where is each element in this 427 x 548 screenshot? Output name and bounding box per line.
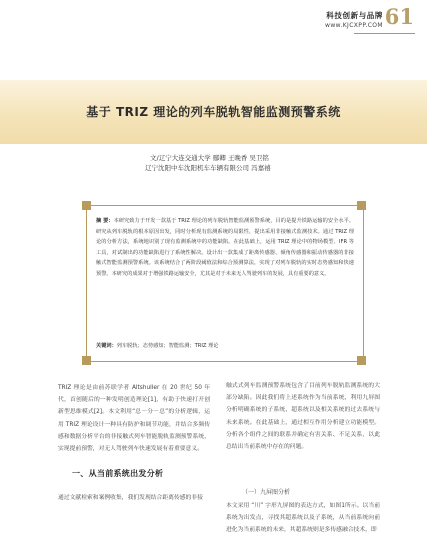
page-number: 61 xyxy=(384,4,414,29)
author-line-2: 辽宁沈阳中车沈阳机车车辆有限公司 冯嘉禧 xyxy=(145,164,271,172)
author-line-1: 文/辽宁大连交通大学 鄢卿 王晚香 吴卫铭 xyxy=(150,154,269,162)
keywords xyxy=(96,342,354,350)
keywords-label: 关键词： xyxy=(96,343,117,349)
subsection-heading: （一）九屏图分析 xyxy=(242,489,291,496)
magazine-url[interactable]: www.KJCXPP.COM xyxy=(325,22,383,29)
abstract-label: 摘 要： xyxy=(96,218,114,224)
body-right-paragraph: 触式式列车监测预警系统包含了目前列车脱轨监测系统的大部分缺陷。因此我们将上述系统作为当前系统，利用九屏图分析明确系统的子系统、超系统以及相关系统的过去系统与未来系统。在此基础上，通过相互作用分析建立功能模型。分析各个组件之间的联系并确定有害关系、不足关系，以此总结出当前系统中存在的问题。 xyxy=(226,383,380,451)
corner-ornament xyxy=(357,201,366,210)
abstract-body: 本研究致力于开发一款基于 TRIZ 理论的列车脱轨智能监测预警系统，目的是提升铁路运输的安全水平。研究从列车脱轨的根本原因出发，同时分析现有监测系统的局限性，提出采用非接触式监测技术。通过 TRIZ 理论的分析方法，系统地识别了现有监测系统中的功能缺陷。在此基础上，运用 TRIZ 理论中的物场模型、IFR 等工具，对试制出的功能缺陷进行了系统性解决。设计出一款集成了距离传感器、倾角传感器和振动传感器的非接触式智能监测预警系统。该系统结合了两阶段阈值法和综合预测算法，实现了对列车脱轨的实时态势感知和快速预警。本研究的成果对于增强铁路运输安全，尤其是对于未来无人驾驶列车的发展，具有重要的意义。 xyxy=(96,218,355,277)
abstract-text xyxy=(96,216,354,280)
article-title: 基于 TRIZ 理论的列车脱轨智能监测预警系统 xyxy=(86,105,341,119)
keywords-list: 列车脱轨；态势感知；智能监测；TRIZ 理论 xyxy=(116,343,219,349)
body-left-paragraph: TRIZ 理论是由前苏联学者 Altshuller 在 20 世纪 50 年代，首创随后的一种发明创造理论[1]，有助于快速打开创新型思维模式[2]。本文利用“总－分－总”的分析逻辑，运用 TRIZ 理论设计一种具有防护和调节功能，并结合多频传感和数据分析平台的非接触式列车智能脱轨监测预警系统，实现提前预警，对无人驾驶列车快速发展有着重要意义。 xyxy=(58,385,210,453)
corner-ornament xyxy=(82,201,91,210)
header-divider xyxy=(354,33,415,34)
magazine-name: 科技创新与品牌 xyxy=(326,11,383,20)
body-right-paragraph-2: 本文采用 “川” 字形九屏图的表达方式，如图1所示。以当前系统为出发点，寻找其超系统以及子系统，从当前系统向前进化为当前系统的未来，其超系统则是多传感融合技术，即 xyxy=(226,503,380,534)
corner-ornament xyxy=(82,356,91,365)
corner-ornament xyxy=(357,356,366,365)
section-paragraph: 通过文献检索和案例收集，我们发现结合距离传感的非接 xyxy=(58,495,203,501)
section-heading: 一、从当前系统出发分析 xyxy=(72,469,164,478)
